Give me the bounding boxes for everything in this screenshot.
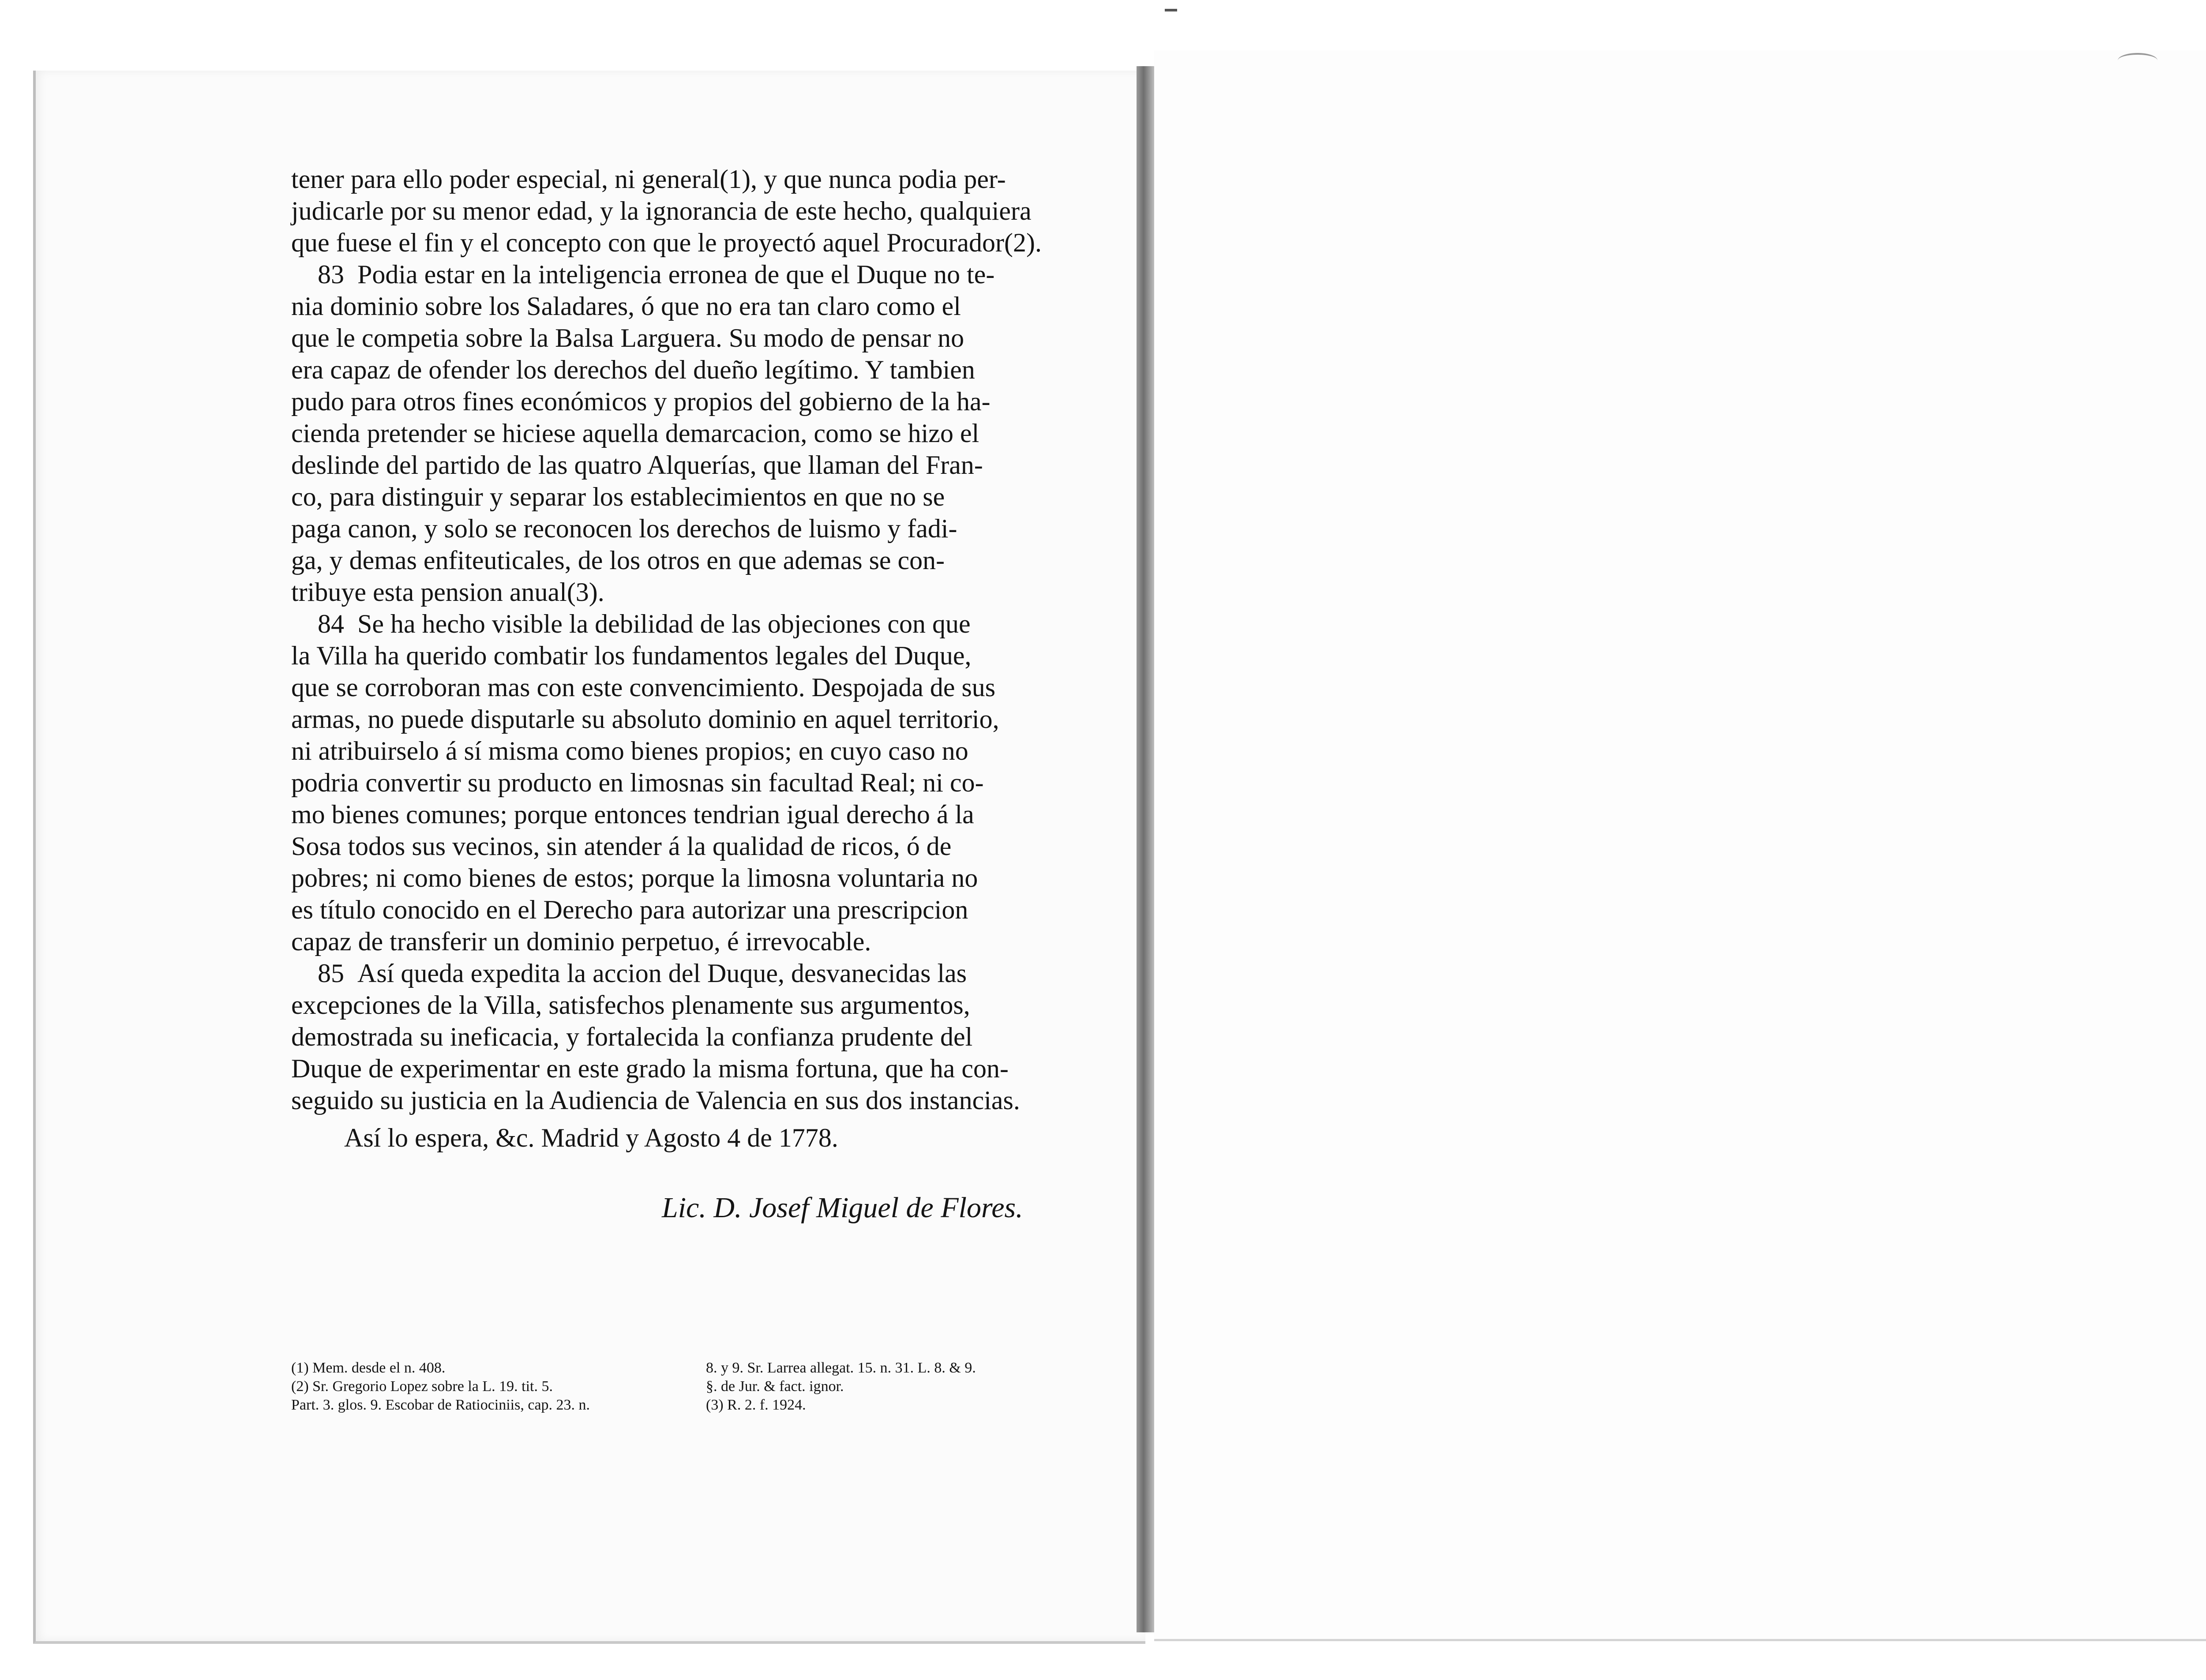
closing-line: Así lo espera, &c. Madrid y Agosto 4 de 1778. bbox=[344, 1123, 838, 1152]
paragraph-84-first-line bbox=[291, 608, 1077, 640]
footnotes-left bbox=[291, 1359, 679, 1414]
text-line: armas, no puede disputarle su absoluto dominio en aquel territorio, bbox=[291, 705, 999, 734]
text-line: seguido su justicia en la Audiencia de Valencia en sus dos instancias. bbox=[291, 1086, 1020, 1115]
text-line: mo bienes comunes; porque entonces tendrian igual derecho á la bbox=[291, 800, 974, 829]
text-line: Podia estar en la inteligencia erronea de que el Duque no te- bbox=[357, 260, 995, 289]
footnote: Part. 3. glos. 9. Escobar de Ratiociniis, cap. 23. n. bbox=[291, 1397, 590, 1413]
text-line: ga, y demas enfiteuticales, de los otros en que ademas se con- bbox=[291, 546, 945, 575]
paragraph-number: 85 bbox=[318, 959, 344, 988]
text-line: tribuye esta pension anual(3). bbox=[291, 578, 604, 607]
text-line: que le competia sobre la Balsa Larguera. Su modo de pensar no bbox=[291, 323, 964, 352]
body-text bbox=[291, 163, 1077, 1116]
text-line: capaz de transferir un dominio perpetuo, é irrevocable. bbox=[291, 927, 871, 956]
paragraph-number: 84 bbox=[318, 609, 344, 638]
text-line: es título conocido en el Derecho para autorizar una prescripcion bbox=[291, 895, 968, 924]
footnotes-right bbox=[706, 1359, 1094, 1414]
footnote: (1) Mem. desde el n. 408. bbox=[291, 1360, 446, 1376]
text-line: nia dominio sobre los Saladares, ó que no era tan claro como el bbox=[291, 292, 961, 321]
text-line: demostrada su ineficacia, y fortalecida la confianza prudente del bbox=[291, 1022, 973, 1051]
text-line: Se ha hecho visible la debilidad de las objeciones con que bbox=[357, 609, 971, 638]
text-line: Sosa todos sus vecinos, sin atender á la qualidad de ricos, ó de bbox=[291, 832, 952, 861]
text-line: paga canon, y solo se reconocen los derechos de luismo y fadi- bbox=[291, 514, 957, 543]
text-line: Así queda expedita la accion del Duque, desvanecidas las bbox=[357, 959, 967, 988]
footnote: §. de Jur. & fact. ignor. bbox=[706, 1378, 844, 1395]
text-line: co, para distinguir y separar los establecimientos en que no se bbox=[291, 482, 945, 511]
text-line: tener para ello poder especial, ni general(1), y que nunca podia per- bbox=[291, 165, 1006, 194]
book-gutter bbox=[1137, 66, 1154, 1632]
text-line: pudo para otros fines económicos y propios del gobierno de la ha- bbox=[291, 387, 990, 416]
signature: Lic. D. Josef Miguel de Flores. bbox=[662, 1192, 1023, 1224]
text-line: que fuese el fin y el concepto con que le proyectó aquel Procurador(2). bbox=[291, 228, 1042, 257]
footnote: (3) R. 2. f. 1924. bbox=[706, 1397, 806, 1413]
text-line: excepciones de la Villa, satisfechos plenamente sus argumentos, bbox=[291, 990, 970, 1020]
text-line: podria convertir su producto en limosnas sin facultad Real; ni co- bbox=[291, 768, 984, 797]
text-line: que se corroboran mas con este convencimiento. Despojada de sus bbox=[291, 673, 996, 702]
footnote: 8. y 9. Sr. Larrea allegat. 15. n. 31. L. 8. & 9. bbox=[706, 1360, 976, 1376]
page-corner-curl bbox=[2118, 53, 2157, 68]
text-line: ni atribuirselo á sí misma como bienes propios; en cuyo caso no bbox=[291, 736, 968, 765]
paragraph-number: 83 bbox=[318, 260, 344, 289]
paragraph-83-first-line bbox=[291, 259, 1077, 290]
right-page-blank bbox=[1154, 51, 2206, 1641]
text-line: deslinde del partido de las quatro Alquerías, que llaman del Fran- bbox=[291, 450, 983, 480]
paragraph-85-first-line bbox=[291, 957, 1077, 989]
text-line: judicarle por su menor edad, y la ignorancia de este hecho, qualquiera bbox=[291, 196, 1032, 225]
footnote: (2) Sr. Gregorio Lopez sobre la L. 19. tit. 5. bbox=[291, 1378, 553, 1395]
text-line: era capaz de ofender los derechos del dueño legítimo. Y tambien bbox=[291, 355, 975, 384]
text-line: Duque de experimentar en este grado la misma fortuna, que ha con- bbox=[291, 1054, 1009, 1083]
top-edge-mark bbox=[1165, 9, 1177, 11]
text-line: cienda pretender se hiciese aquella demarcacion, como se hizo el bbox=[291, 419, 979, 448]
text-line: la Villa ha querido combatir los fundamentos legales del Duque, bbox=[291, 641, 972, 670]
text-line: pobres; ni como bienes de estos; porque la limosna voluntaria no bbox=[291, 863, 978, 892]
